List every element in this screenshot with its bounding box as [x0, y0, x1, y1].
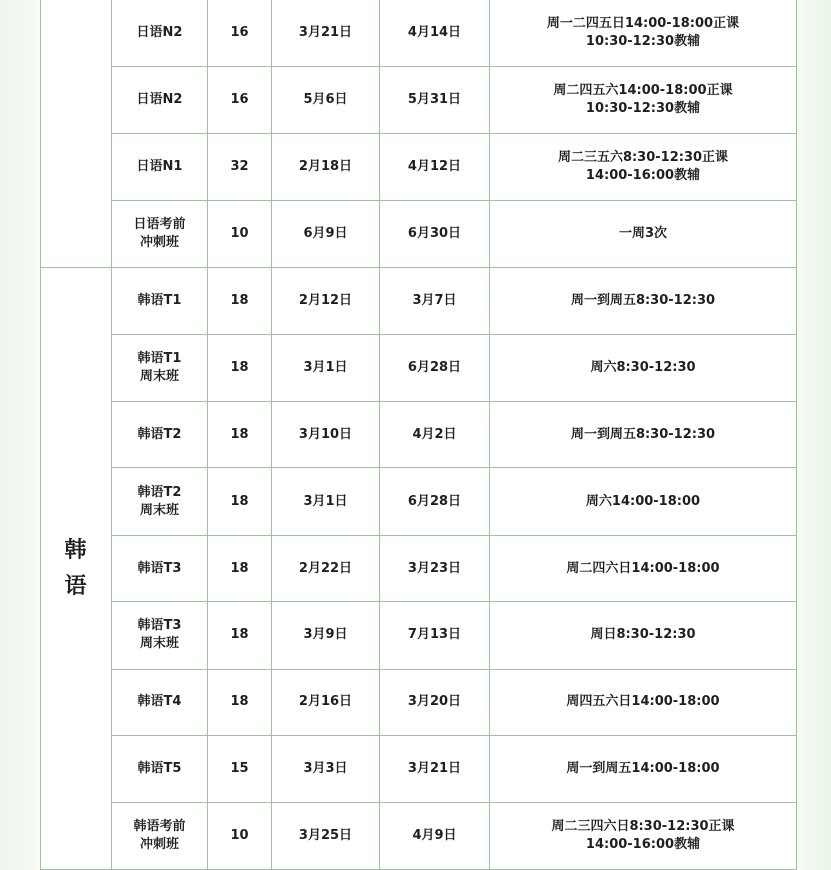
table-row [41, 468, 797, 535]
start-date-cell: 2月22日 [272, 535, 380, 601]
start-date-cell: 5月6日 [272, 66, 380, 133]
hours-cell: 18 [208, 535, 272, 601]
course-name-cell: 韩语T1 周末班 [112, 334, 208, 401]
hours-cell: 10 [208, 200, 272, 267]
class-time-cell: 周六14:00-18:00 [490, 468, 797, 535]
course-name-cell: 日语考前 冲刺班 [112, 200, 208, 267]
start-date-cell: 2月16日 [272, 669, 380, 735]
hours-cell: 16 [208, 0, 272, 66]
course-name-cell: 韩语T1 [112, 268, 208, 334]
start-date-cell: 6月9日 [272, 200, 380, 267]
end-date-cell: 6月28日 [380, 468, 490, 535]
start-date-cell: 3月25日 [272, 803, 380, 870]
class-time-cell: 周二三四六日8:30-12:30正课 14:00-16:00教辅 [490, 803, 797, 870]
end-date-cell: 4月9日 [380, 803, 490, 870]
course-name-cell: 韩语T4 [112, 669, 208, 735]
class-time-cell: 周一到周五8:30-12:30 [490, 401, 797, 467]
korean-group-cell [41, 268, 112, 870]
hours-cell: 32 [208, 134, 272, 200]
course-name-cell: 日语N2 [112, 66, 208, 133]
table-row [41, 66, 797, 133]
end-date-cell: 3月20日 [380, 669, 490, 735]
start-date-cell: 2月12日 [272, 268, 380, 334]
class-time-cell: 周六8:30-12:30 [490, 334, 797, 401]
language-group-label: 韩语 [64, 537, 88, 599]
end-date-cell: 3月21日 [380, 736, 490, 803]
end-date-cell: 3月23日 [380, 535, 490, 601]
start-date-cell: 3月1日 [272, 468, 380, 535]
class-time-cell: 一周3次 [490, 200, 797, 267]
class-time-cell: 周二四六日14:00-18:00 [490, 535, 797, 601]
start-date-cell: 3月9日 [272, 602, 380, 669]
class-time-cell: 周四五六日14:00-18:00 [490, 669, 797, 735]
table-row [41, 268, 797, 334]
end-date-cell: 7月13日 [380, 602, 490, 669]
hours-cell: 18 [208, 334, 272, 401]
hours-cell: 18 [208, 268, 272, 334]
hours-cell: 16 [208, 66, 272, 133]
class-time-cell: 周二三五六8:30-12:30正课 14:00-16:00教辅 [490, 134, 797, 200]
start-date-cell: 3月1日 [272, 334, 380, 401]
course-name-cell: 日语N1 [112, 134, 208, 200]
start-date-cell: 3月21日 [272, 0, 380, 66]
class-time-cell: 周一二四五日14:00-18:00正课 10:30-12:30教辅 [490, 0, 797, 66]
course-name-cell: 韩语T2 [112, 401, 208, 467]
hours-cell: 18 [208, 602, 272, 669]
course-schedule-table [40, 0, 797, 870]
end-date-cell: 6月30日 [380, 200, 490, 267]
hours-cell: 15 [208, 736, 272, 803]
start-date-cell: 2月18日 [272, 134, 380, 200]
table-row [41, 602, 797, 669]
table-row [41, 134, 797, 200]
table-row [41, 669, 797, 735]
end-date-cell: 4月2日 [380, 401, 490, 467]
table-row [41, 334, 797, 401]
hours-cell: 10 [208, 803, 272, 870]
table-row [41, 0, 797, 66]
table-row [41, 535, 797, 601]
course-name-cell: 韩语T3 周末班 [112, 602, 208, 669]
course-name-cell: 日语N2 [112, 0, 208, 66]
end-date-cell: 6月28日 [380, 334, 490, 401]
class-time-cell: 周一到周五8:30-12:30 [490, 268, 797, 334]
table-row [41, 736, 797, 803]
table-row [41, 401, 797, 467]
table-row [41, 803, 797, 870]
course-name-cell: 韩语考前 冲刺班 [112, 803, 208, 870]
class-time-cell: 周日8:30-12:30 [490, 602, 797, 669]
end-date-cell: 5月31日 [380, 66, 490, 133]
start-date-cell: 3月10日 [272, 401, 380, 467]
hours-cell: 18 [208, 401, 272, 467]
class-time-cell: 周一到周五14:00-18:00 [490, 736, 797, 803]
end-date-cell: 3月7日 [380, 268, 490, 334]
table-row [41, 200, 797, 267]
course-name-cell: 韩语T2 周末班 [112, 468, 208, 535]
start-date-cell: 3月3日 [272, 736, 380, 803]
class-time-cell: 周二四五六14:00-18:00正课 10:30-12:30教辅 [490, 66, 797, 133]
end-date-cell: 4月12日 [380, 134, 490, 200]
hours-cell: 18 [208, 468, 272, 535]
course-name-cell: 韩语T5 [112, 736, 208, 803]
hours-cell: 18 [208, 669, 272, 735]
course-name-cell: 韩语T3 [112, 535, 208, 601]
japanese-group-cell [41, 0, 112, 268]
end-date-cell: 4月14日 [380, 0, 490, 66]
